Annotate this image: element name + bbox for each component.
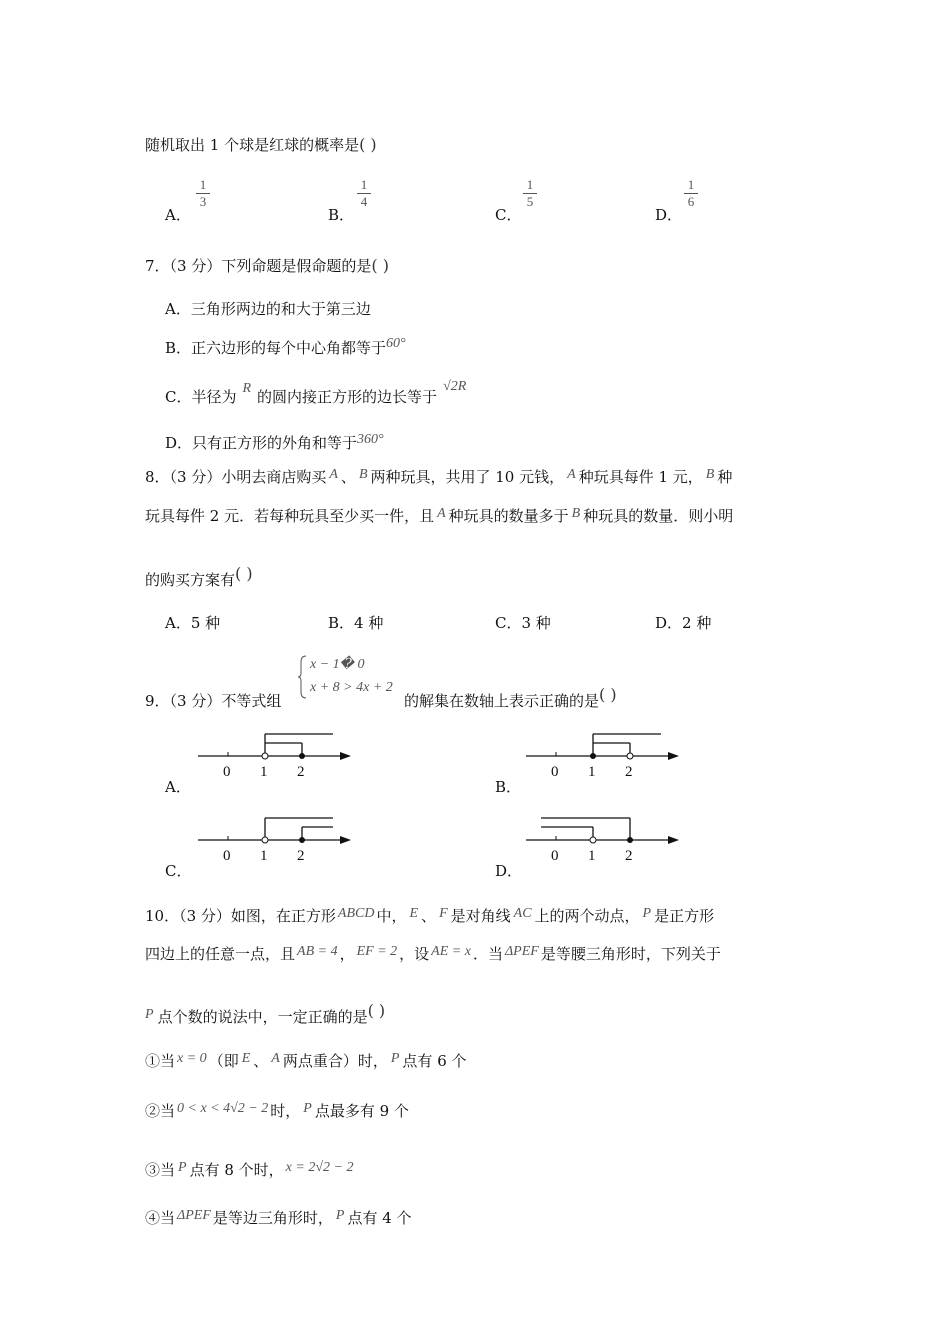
q10-line-1: 10．（3 分）如图，在正方形 ABCD 中， E 、 F 是对角线 AC 上的两个动点， P 是正方形	[145, 906, 715, 925]
q9-inequality-2: x + 8 > 4x + 2	[310, 680, 393, 695]
q6-stem: 随机取出 1 个球是红球的概率是( )	[145, 135, 377, 154]
q6-option-d-fraction: 1 6	[684, 178, 698, 209]
q9-numberline-a	[195, 728, 355, 784]
q9-option-c: C．	[165, 862, 192, 880]
tick-label: 1	[588, 764, 596, 780]
q10-statement-2: ②当 0 < x < 4√2 − 2 时， P 点最多有 9 个	[145, 1101, 409, 1120]
q10-line-2: 四边上的任意一点，且 AB = 4 ， EF = 2 ，设 AE = x ．当 ΔPEF 是等腰三角形时，下列关于	[145, 944, 721, 963]
q9-numberline-c	[195, 812, 355, 868]
q6-option-c: C．	[495, 206, 522, 224]
tick-label: 0	[551, 764, 559, 780]
q6-option-b: B．	[328, 206, 355, 224]
q10-statement-3: ③当 P 点有 8 个时， x = 2√2 − 2	[145, 1160, 354, 1179]
q9-option-b: B．	[495, 778, 522, 796]
tick-label: 2	[297, 848, 305, 864]
q8-option-c: C．3 种	[495, 614, 551, 632]
q8-line-2: 玩具每件 2 元．若每种玩具至少买一件，且 A 种玩具的数量多于 B 种玩具的数量．则小明	[145, 506, 734, 525]
q6-option-b-fraction: 1 4	[357, 178, 371, 209]
q9-stem-suffix: 的解集在数轴上表示正确的是( )	[404, 685, 617, 710]
q9-system-brace	[298, 654, 308, 700]
tick-label: 1	[260, 848, 268, 864]
q8-option-a: A．5 种	[165, 614, 221, 632]
q7-option-a: A．三角形两边的和大于第三边	[165, 300, 371, 318]
q7-stem: 7．（3 分）下列命题是假命题的是( )	[145, 256, 389, 275]
q10-line-3: P 点个数的说法中，一定正确的是( )	[145, 1001, 386, 1026]
q6-option-a-fraction: 1 3	[196, 178, 210, 209]
q9-numberline-d	[523, 812, 683, 868]
tick-label: 2	[297, 764, 305, 780]
q8-option-d: D．2 种	[655, 614, 712, 632]
tick-label: 0	[223, 764, 231, 780]
q9-option-a: A．	[165, 778, 191, 796]
tick-label: 2	[625, 848, 633, 864]
tick-label: 0	[551, 848, 559, 864]
q6-option-a: A．	[165, 206, 191, 224]
q8-option-b: B．4 种	[328, 614, 384, 632]
q9-numberline-b	[523, 728, 683, 784]
q7-option-c: C．半径为 R 的圆内接正方形的边长等于√2R	[165, 379, 467, 406]
q7-option-b: B．正六边形的每个中心角都等于60°	[165, 336, 406, 357]
tick-label: 1	[260, 764, 268, 780]
q8-line-1: 8．（3 分）小明去商店购买 A 、 B 两种玩具，共用了 10 元钱， A 种玩具每件 1 元， B 种	[145, 467, 733, 486]
q9-inequality-1: x − 1� 0	[310, 657, 365, 672]
q10-statement-4: ④当 ΔPEF 是等边三角形时， P 点有 4 个	[145, 1208, 412, 1227]
tick-label: 1	[588, 848, 596, 864]
q8-line-3: 的购买方案有( )	[145, 564, 253, 589]
q10-statement-1: ①当 x = 0 （即 E 、 A 两点重合）时， P 点有 6 个	[145, 1051, 467, 1070]
q6-option-d: D．	[655, 206, 683, 224]
q6-option-c-fraction: 1 5	[523, 178, 537, 209]
q7-option-d: D．只有正方形的外角和等于360°	[165, 432, 384, 452]
tick-label: 2	[625, 764, 633, 780]
q9-stem-prefix: 9．（3 分）不等式组	[145, 692, 282, 710]
q9-option-d: D．	[495, 862, 523, 880]
tick-label: 0	[223, 848, 231, 864]
